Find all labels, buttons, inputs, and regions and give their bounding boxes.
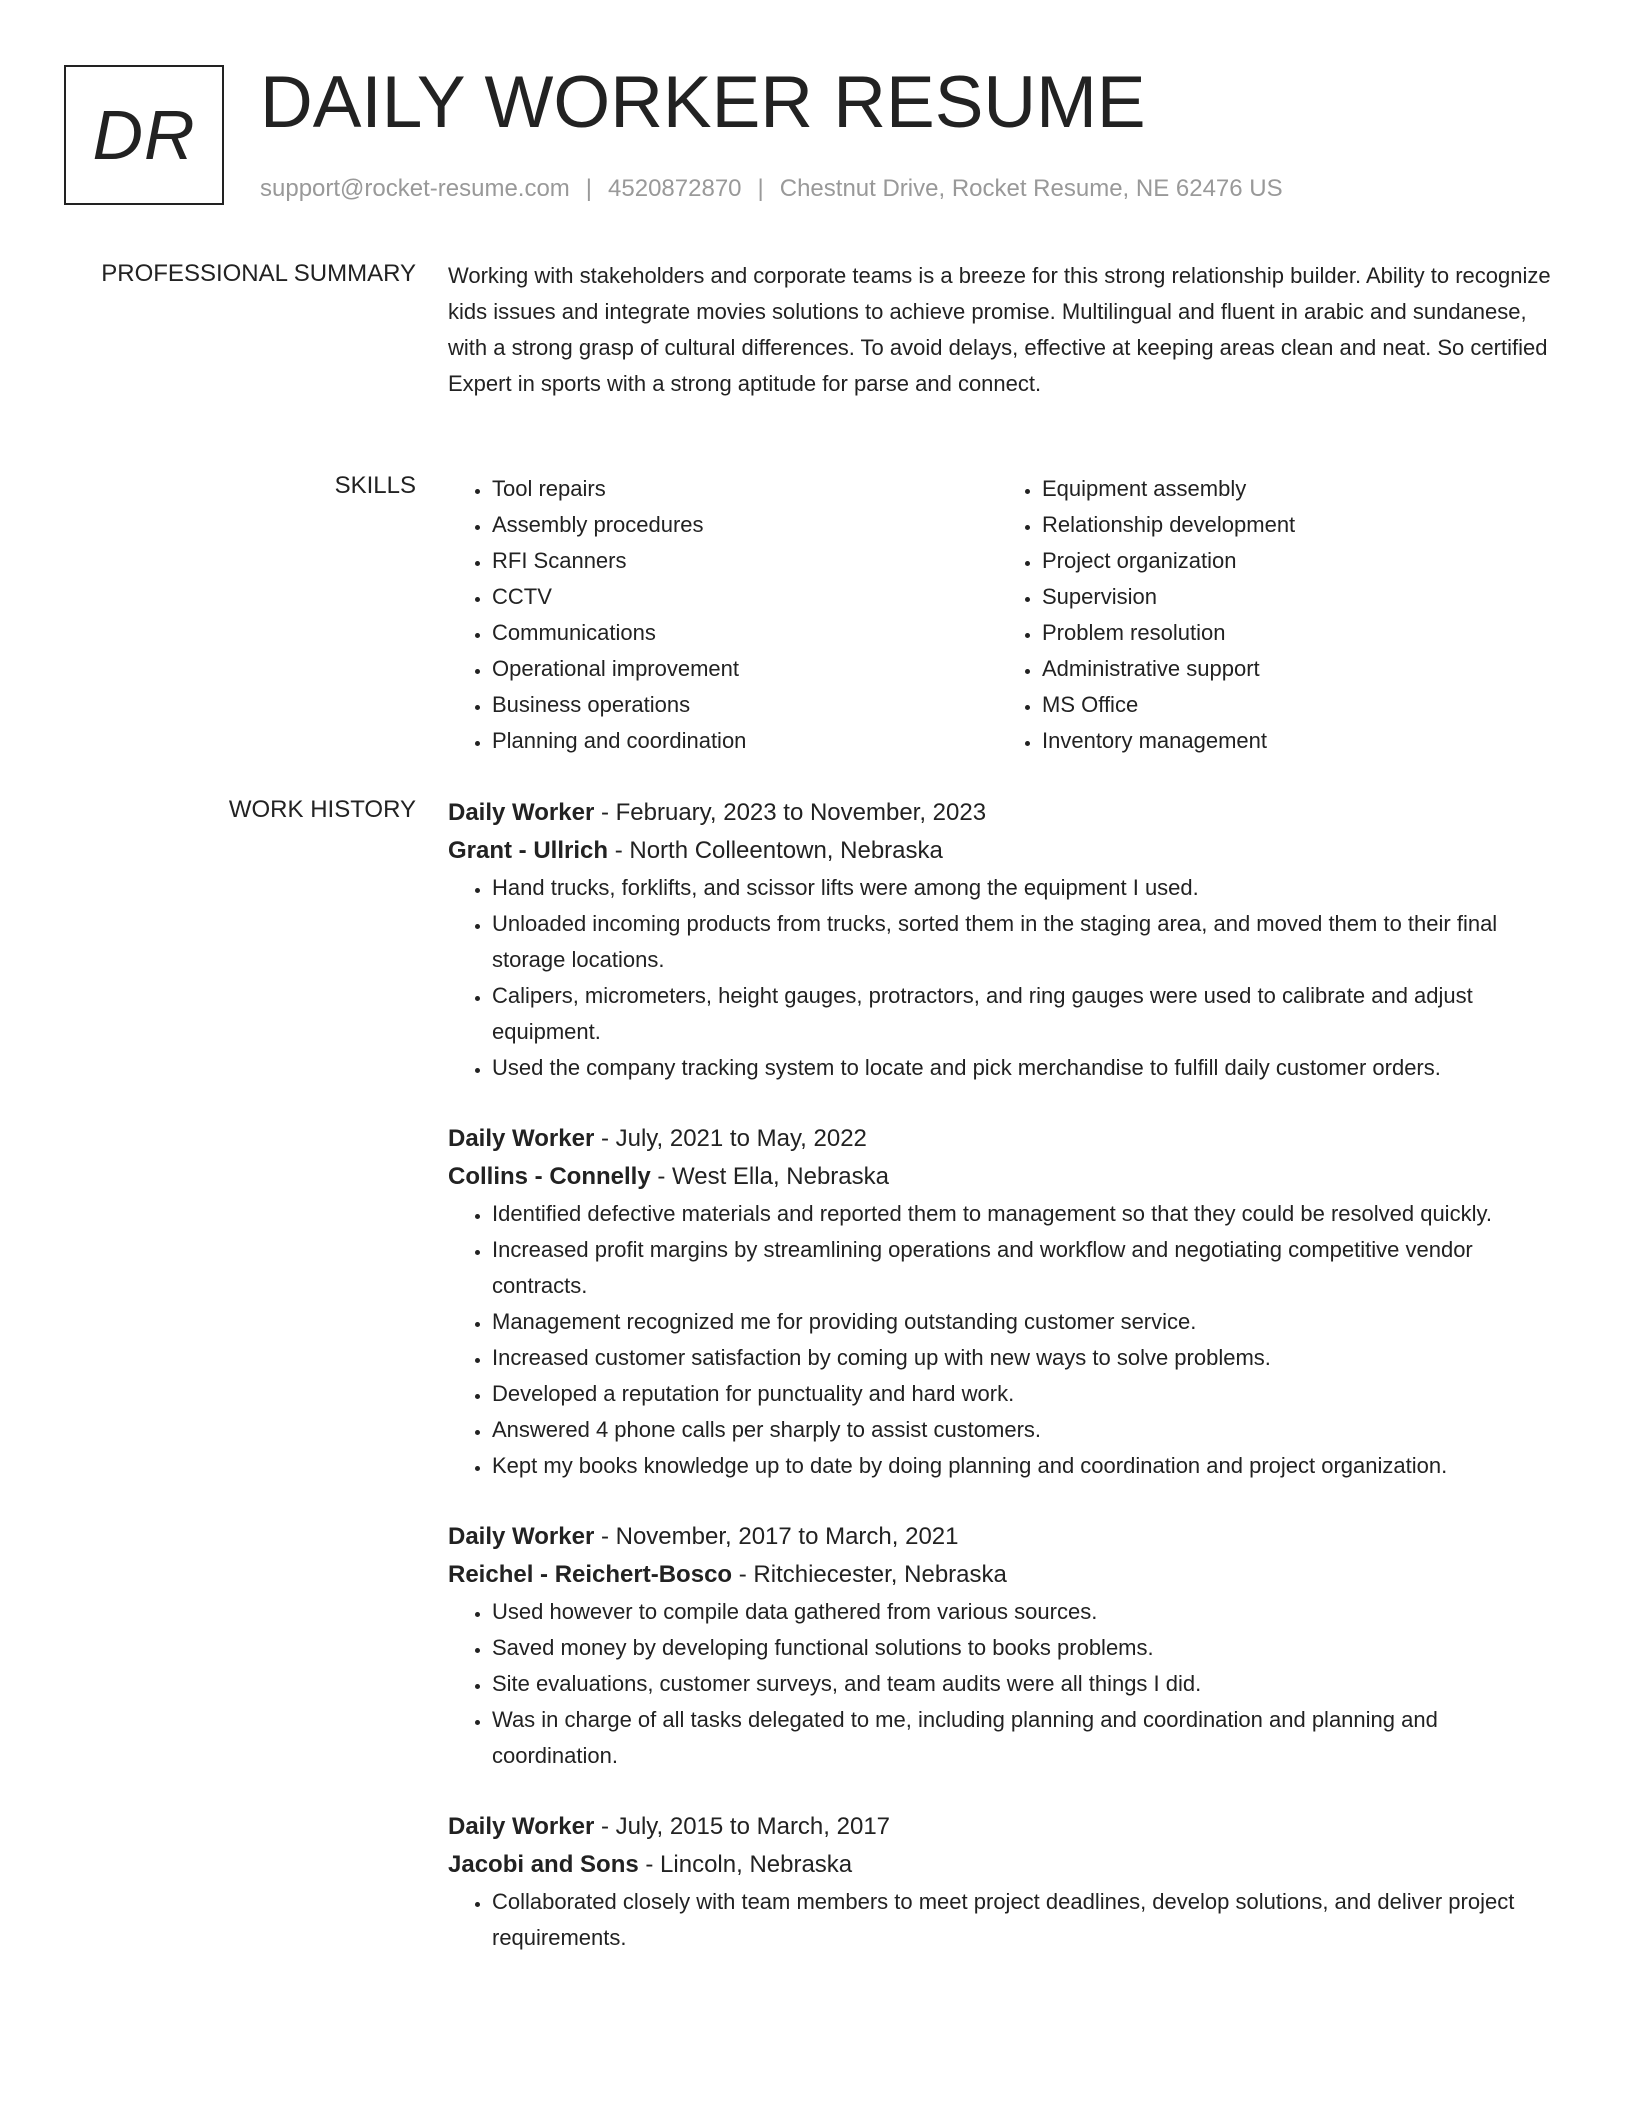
skill-item: • Equipment assembly: [1042, 471, 1548, 507]
resume-header: [64, 62, 1574, 210]
job-company-line: [448, 1556, 1568, 1594]
job-bullet: • Used the company tracking system to locate and pick merchandise to fulfill daily customer orders.: [492, 1050, 1568, 1086]
job-company-line: [448, 832, 1568, 870]
job-dates: - July, 2021 to May, 2022: [594, 1125, 867, 1152]
skill-item: • Problem resolution: [1042, 615, 1548, 651]
job-title-line: [448, 1120, 1568, 1158]
skills-section: [448, 471, 1568, 759]
job-bullet: • Kept my books knowledge up to date by doing planning and coordination and project organization.: [492, 1448, 1568, 1484]
section-label-skills: SKILLS: [334, 472, 416, 499]
contact-phone: 4520872870: [608, 175, 742, 202]
job-location: - West Ella, Nebraska: [650, 1163, 889, 1190]
job-company: Grant - Ullrich: [448, 837, 609, 864]
contact-address: Chestnut Drive, Rocket Resume, NE 62476 US: [779, 175, 1283, 202]
job-entry: [448, 1518, 1568, 1774]
job-bullet: • Identified defective materials and reported them to management so that they could be resolved quickly.: [492, 1196, 1568, 1232]
job-bullet: • Used however to compile data gathered from various sources.: [492, 1594, 1568, 1630]
skill-item: • Communications: [492, 615, 998, 651]
job-bullet: • Calipers, micrometers, height gauges, protractors, and ring gauges were used to calibrate and adjust equipment.: [492, 978, 1568, 1050]
skill-item: • Assembly procedures: [492, 507, 998, 543]
skill-item: • Administrative support: [1042, 651, 1548, 687]
job-entry: [448, 1120, 1568, 1484]
job-title: Daily Worker: [448, 799, 595, 826]
section-label-work-history: WORK HISTORY: [228, 796, 416, 823]
job-location: - Ritchiecester, Nebraska: [732, 1561, 1007, 1588]
skill-item: • Inventory management: [1042, 723, 1548, 759]
contact-line: [260, 175, 1283, 203]
job-bullet: • Developed a reputation for punctuality and hard work.: [492, 1376, 1568, 1412]
job-company: Reichel - Reichert-Bosco: [448, 1561, 733, 1588]
skills-list-right: [998, 471, 1548, 759]
job-entry: [448, 1808, 1568, 1956]
job-entry: [448, 794, 1568, 1086]
contact-separator: |: [585, 175, 593, 202]
job-bullet: • Increased customer satisfaction by coming up with new ways to solve problems.: [492, 1340, 1568, 1376]
skill-item: • Planning and coordination: [492, 723, 998, 759]
skill-item: • Relationship development: [1042, 507, 1548, 543]
job-dates: - February, 2023 to November, 2023: [594, 799, 987, 826]
work-history-section: [448, 794, 1568, 1990]
job-title: Daily Worker: [448, 1523, 595, 1550]
job-title: Daily Worker: [448, 1813, 595, 1840]
section-label-summary: PROFESSIONAL SUMMARY: [101, 260, 416, 287]
skill-item: • Tool repairs: [492, 471, 998, 507]
skill-item: • CCTV: [492, 579, 998, 615]
skills-column-right: [998, 471, 1548, 759]
skills-list-left: [448, 471, 998, 759]
job-bullet: • Collaborated closely with team members to meet project deadlines, develop solutions, and deliver project requirements.: [492, 1884, 1568, 1956]
job-company-line: [448, 1846, 1568, 1884]
skill-item: • MS Office: [1042, 687, 1548, 723]
job-bullet: • Site evaluations, customer surveys, and team audits were all things I did.: [492, 1666, 1568, 1702]
skill-item: • Operational improvement: [492, 651, 998, 687]
job-title-line: [448, 1808, 1568, 1846]
skills-grid: [448, 471, 1568, 759]
skill-item: • Project organization: [1042, 543, 1548, 579]
job-bullet: • Increased profit margins by streamlining operations and workflow and negotiating competitive vendor contracts.: [492, 1232, 1568, 1304]
job-bullet: • Saved money by developing functional solutions to books problems.: [492, 1630, 1568, 1666]
job-bullet: • Management recognized me for providing outstanding customer service.: [492, 1304, 1568, 1340]
job-bullet: • Unloaded incoming products from trucks, sorted them in the staging area, and moved them to their final storage locations.: [492, 906, 1568, 978]
skill-item: • Supervision: [1042, 579, 1548, 615]
job-company-line: [448, 1158, 1568, 1196]
skill-item: • Business operations: [492, 687, 998, 723]
resume-title: DAILY WORKER RESUME: [260, 62, 1146, 143]
job-dates: - July, 2015 to March, 2017: [594, 1813, 891, 1840]
contact-separator: |: [757, 175, 764, 202]
job-title-line: [448, 1518, 1568, 1556]
skills-column-left: [448, 471, 998, 759]
contact-email: support@rocket-resume.com: [260, 175, 570, 202]
job-bullet: • Hand trucks, forklifts, and scissor lifts were among the equipment I used.: [492, 870, 1568, 906]
job-title-line: [448, 794, 1568, 832]
job-location: - North Colleentown, Nebraska: [608, 837, 943, 864]
job-title: Daily Worker: [448, 1125, 595, 1152]
job-bullet-list: [448, 1196, 1568, 1484]
monogram-box: [64, 65, 224, 205]
monogram-initials: DR: [92, 96, 196, 174]
summary-section: [448, 258, 1568, 402]
job-company: Collins - Connelly: [448, 1163, 651, 1190]
job-bullet: • Was in charge of all tasks delegated to me, including planning and coordination and planning and coordination.: [492, 1702, 1568, 1774]
skill-item: • RFI Scanners: [492, 543, 998, 579]
job-location: - Lincoln, Nebraska: [638, 1851, 853, 1878]
job-bullet-list: [448, 870, 1568, 1086]
job-bullet: • Answered 4 phone calls per sharply to assist customers.: [492, 1412, 1568, 1448]
summary-text: Working with stakeholders and corporate teams is a breeze for this strong relationship builder. Ability to recognize kids issues and integrate movies solutions to achieve promise. Multilingual and fluent in arabic and sundanese, with a strong grasp of cultural differences. To avoid delays, effective at keeping areas clean and neat. So certified Expert in sports with a strong aptitude for parse and connect.: [448, 263, 1551, 396]
job-company: Jacobi and Sons: [448, 1851, 639, 1878]
job-bullet-list: [448, 1884, 1568, 1956]
job-dates: - November, 2017 to March, 2021: [594, 1523, 959, 1550]
job-bullet-list: [448, 1594, 1568, 1774]
